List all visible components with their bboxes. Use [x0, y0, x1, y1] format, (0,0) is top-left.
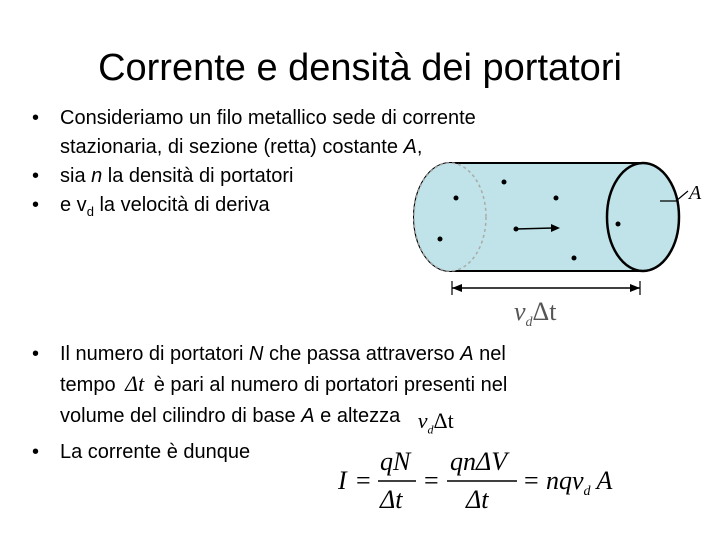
slide-title: Corrente e densità dei portatori — [98, 47, 622, 89]
formula-equals-1: = — [356, 466, 371, 495]
bullet-dot: • — [32, 107, 40, 129]
length-label: $v_d\Delta t$ — [514, 297, 557, 330]
carrier-dot — [438, 237, 443, 242]
formula-frac1-num: qN — [380, 447, 411, 476]
bullet-var: N — [248, 343, 264, 365]
bottom-bullet-list — [30, 340, 670, 467]
carrier-dot — [572, 256, 577, 261]
bullet-text: la densità di portatori — [102, 165, 294, 187]
bullet-text: che passa attraverso — [263, 343, 461, 365]
bullet-var: A — [403, 136, 417, 158]
bullet-text: e v — [60, 194, 87, 216]
carrier-dot — [514, 227, 519, 232]
bullet-text: tempo — [60, 374, 122, 396]
top-bullet-list — [30, 104, 670, 226]
bullet-text: stazionaria, di sezione (retta) costante — [60, 136, 404, 158]
bullet-text: Consideriamo un filo metallico sede di corrente — [60, 107, 476, 129]
bullet-text: La corrente è dunque — [60, 441, 251, 464]
bullet-text: , — [416, 136, 423, 158]
length-arrowhead-left — [452, 284, 462, 292]
bullet-text: è pari al numero di portatori presenti nel — [148, 374, 508, 396]
area-label: A — [689, 182, 702, 204]
bullet-item-filo — [30, 104, 670, 162]
bullet-dot: • — [32, 441, 40, 464]
drift-arrow — [516, 228, 553, 229]
formula-frac1-den: Δt — [380, 485, 403, 514]
length-arrowhead-right — [630, 284, 640, 292]
bullet-item-numero-portatori — [30, 340, 670, 438]
bullet-item-velocita — [30, 191, 670, 226]
bullet-text: Il numero di portatori — [60, 343, 249, 365]
bullet-item-densita — [30, 162, 670, 191]
bullet-dot: • — [32, 165, 40, 187]
bullet-text: e altezza — [314, 405, 401, 427]
bullet-dot: • — [32, 343, 40, 365]
bullet-text: volume del cilindro di base — [60, 405, 302, 427]
bullet-subscript: d — [86, 204, 94, 219]
formula-equals-3: = — [524, 466, 539, 495]
bullet-text: sia — [60, 165, 92, 187]
bullet-item-corrente — [30, 438, 670, 467]
formula-frac2-den: Δt — [466, 485, 489, 514]
formula-rhs: nqv$_d$ A — [546, 466, 613, 499]
formula-frac2-num: qnΔV — [450, 447, 508, 476]
bullet-var: n — [91, 165, 103, 187]
formula-lhs: I — [338, 466, 347, 495]
height-math: $v_d\Delta t$ — [417, 408, 454, 437]
bullet-var: A — [301, 405, 315, 427]
bullet-var: A — [460, 343, 474, 365]
formula-equals-2: = — [424, 466, 439, 495]
bullet-dot: • — [32, 194, 40, 216]
bullet-text: nel — [473, 343, 506, 365]
bullet-text: la velocità di deriva — [93, 194, 270, 216]
delta-t-math: Δt — [125, 371, 145, 396]
